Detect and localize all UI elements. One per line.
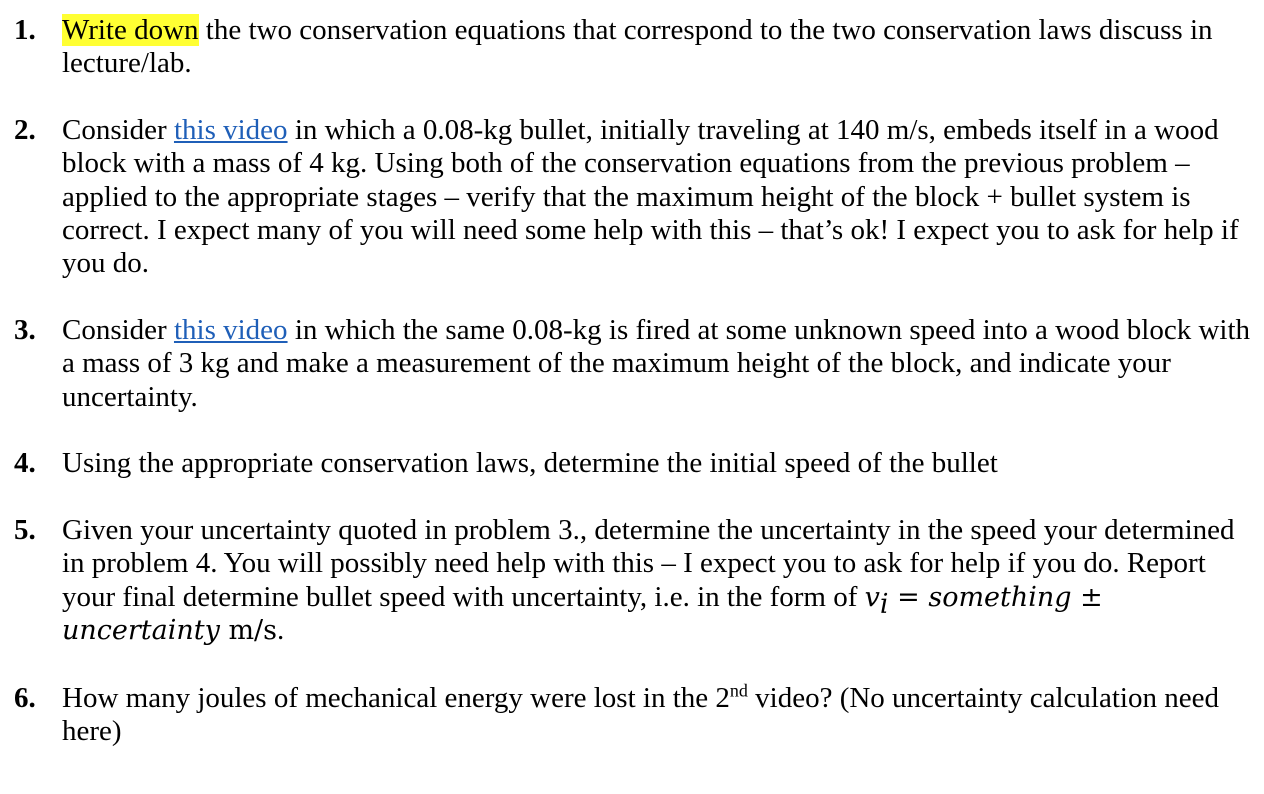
question-1 — [14, 14, 1254, 81]
question-text: Using the appropriate conservation laws, determine the initial speed of the bullet — [62, 447, 998, 479]
question-5 — [14, 514, 1254, 647]
question-text: Consider this video in which a 0.08-kg bullet, initially traveling at 140 m/s, embeds itself in a wood block with a mass of 4 kg. Using both of the conservation equations from the previous problem – applied to the appropriate stages – verify that the maximum height of the block + bullet system is correct. I expect many of you will need some help with this – that’s ok! I expect you to ask for help if you do. — [62, 114, 1239, 280]
question-text: Consider this video in which the same 0.08-kg is fired at some unknown speed into a wood block with a mass of 3 kg and make a measurement of the maximum height of the block, and indicate your uncertainty. — [62, 314, 1251, 413]
question-text: How many joules of mechanical energy were lost in the 2nd video? (No uncertainty calculation need here) — [62, 680, 1219, 748]
question-text: Write down the two conservation equations that correspond to the two conservation laws discuss in lecture/lab. — [62, 14, 1213, 80]
question-number: 5. — [14, 514, 36, 546]
question-2 — [14, 114, 1254, 280]
question-number: 1. — [14, 14, 36, 46]
question-4 — [14, 447, 1254, 480]
question-text: Given your uncertainty quoted in problem 3., determine the uncertainty in the speed your determined in problem 4. You will possibly need help with this – I expect you to ask for help if you do. Report your final determine bullet speed with uncertainty, i.e. in the form of $v_i$ = something ± uncertainty m/s. — [62, 514, 1235, 646]
video-link[interactable]: this video — [173, 314, 288, 346]
question-6 — [14, 682, 1254, 749]
highlighted-text: Write down — [62, 14, 199, 46]
math-expression: $v_i$ = something ± uncertainty m/s — [62, 581, 1103, 646]
question-number: 6. — [14, 682, 36, 714]
question-number: 3. — [14, 314, 36, 346]
question-3 — [14, 314, 1254, 414]
question-number: 4. — [14, 447, 36, 479]
question-number: 2. — [14, 114, 36, 146]
video-link[interactable]: this video — [173, 114, 288, 146]
